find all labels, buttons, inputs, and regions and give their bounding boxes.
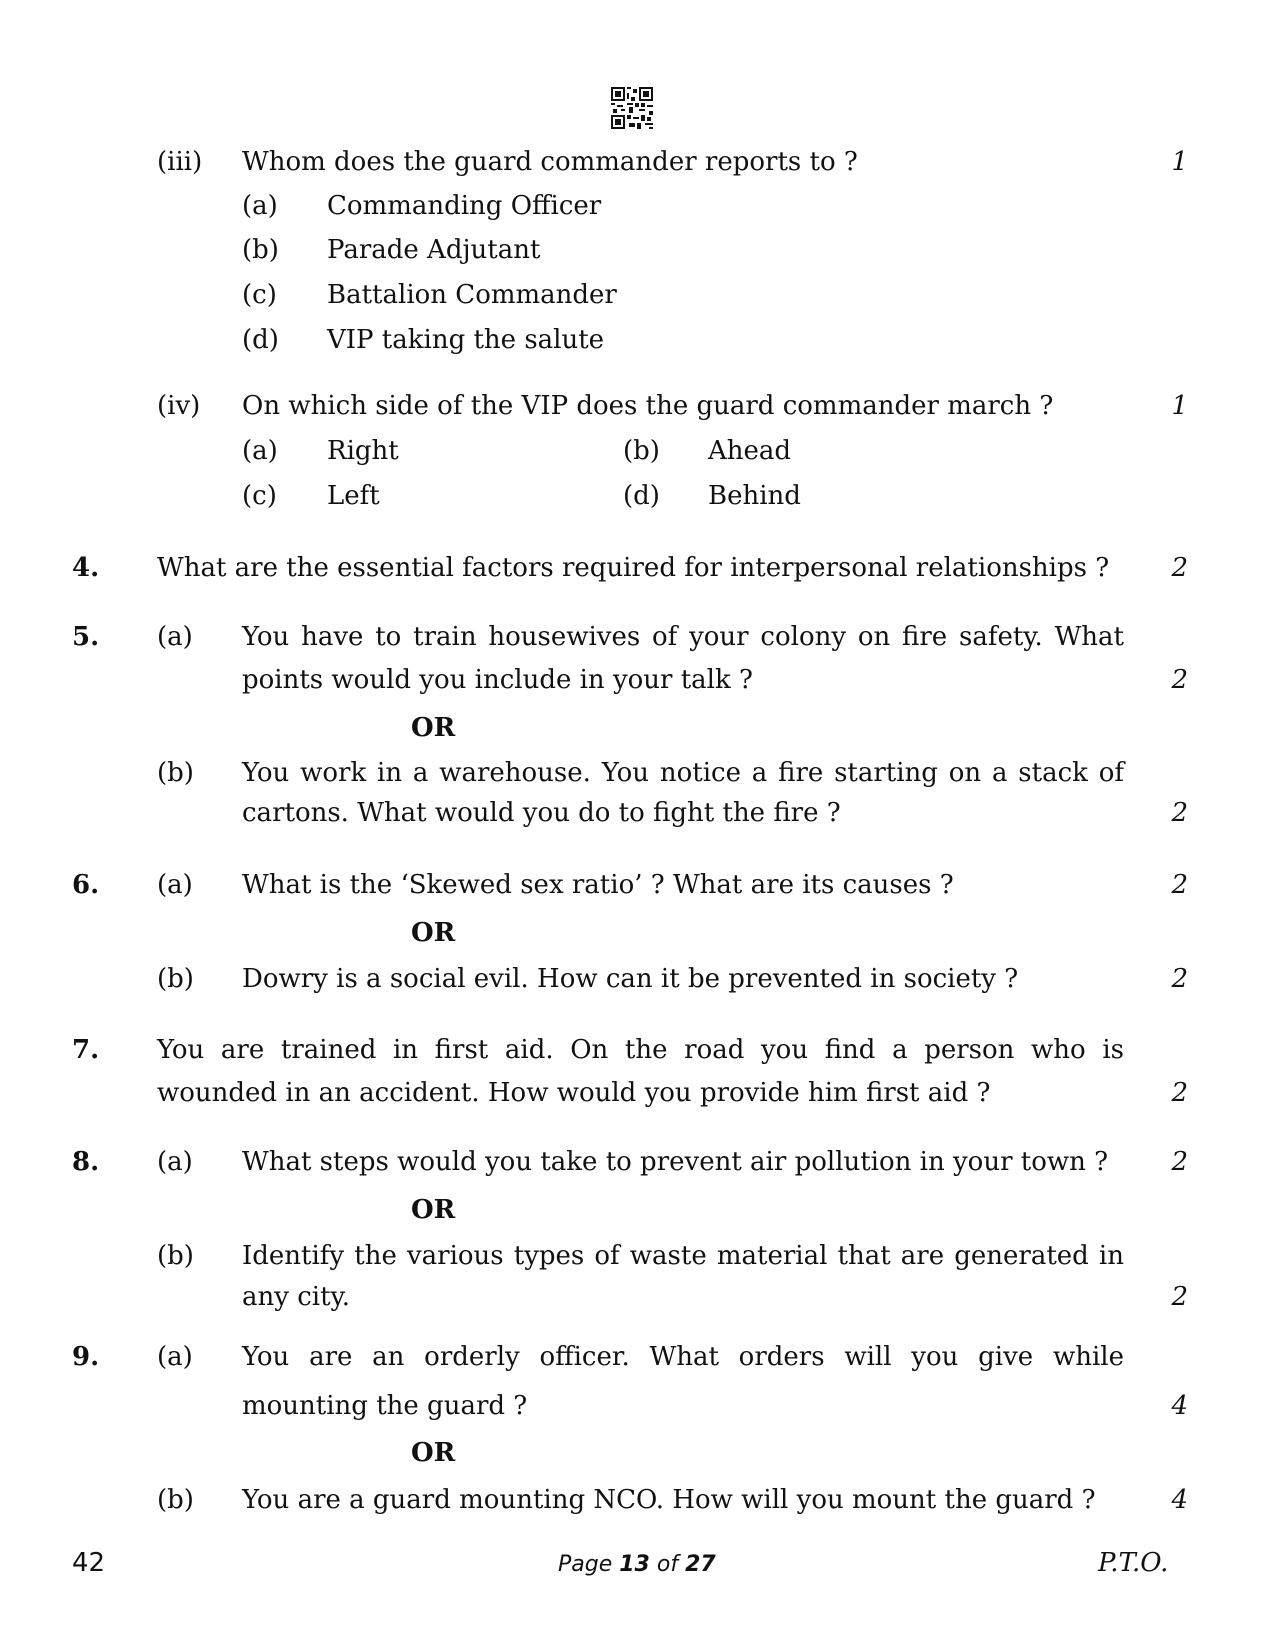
option-label: (d) — [623, 481, 660, 511]
marks: 2 — [1171, 1078, 1188, 1108]
marks: 2 — [1171, 964, 1188, 994]
page-of: of — [656, 1552, 679, 1577]
question-number: 4. — [72, 553, 100, 583]
option-text: Right — [327, 436, 399, 466]
question-text: You are a guard mounting NCO. How will you mount the guard ? — [242, 1485, 1096, 1515]
question-text: What steps would you take to prevent air pollution in your town ? — [242, 1147, 1109, 1177]
question-text: What are the essential factors required for interpersonal relationships ? — [157, 553, 1110, 583]
question-number: 5. — [72, 622, 100, 652]
marks: 1 — [1171, 147, 1188, 177]
question-text: Dowry is a social evil. How can it be prevented in society ? — [242, 964, 1019, 994]
option-text: Left — [327, 481, 380, 511]
question-text: Identify the various types of waste material that are generated in — [242, 1241, 1124, 1271]
option-label: (b) — [242, 235, 279, 265]
page-total: 27 — [685, 1552, 716, 1577]
option-text: VIP taking the salute — [327, 325, 605, 355]
question-text: any city. — [242, 1282, 351, 1312]
sub-question-label: (b) — [157, 1485, 194, 1515]
sub-question-label: (a) — [157, 622, 193, 652]
option-text: Parade Adjutant — [327, 235, 541, 265]
or-separator: OR — [411, 713, 456, 743]
question-number: 6. — [72, 870, 100, 900]
question-text: cartons. What would you do to fight the fire ? — [242, 798, 841, 828]
or-separator: OR — [411, 918, 456, 948]
question-text: points would you include in your talk ? — [242, 665, 753, 695]
marks: 2 — [1171, 798, 1188, 828]
question-number: 9. — [72, 1342, 100, 1372]
question-text: mounting the guard ? — [242, 1391, 528, 1421]
marks: 1 — [1171, 391, 1188, 421]
or-separator: OR — [411, 1438, 456, 1468]
sub-question-text: Whom does the guard commander reports to ? — [242, 147, 858, 177]
sub-question-text: On which side of the VIP does the guard commander march ? — [242, 391, 1054, 421]
option-label: (c) — [242, 280, 277, 310]
option-text: Behind — [708, 481, 801, 511]
marks: 4 — [1171, 1485, 1188, 1515]
question-text: You work in a warehouse. You notice a fire starting on a stack of — [242, 758, 1124, 788]
marks: 4 — [1171, 1391, 1188, 1421]
question-text: What is the ‘Skewed sex ratio’ ? What are its causes ? — [242, 870, 954, 900]
marks: 2 — [1171, 1282, 1188, 1312]
page-prefix: Page — [558, 1552, 613, 1577]
option-label: (c) — [242, 481, 277, 511]
option-text: Commanding Officer — [327, 191, 602, 221]
page-current: 13 — [619, 1552, 650, 1577]
sub-question-label: (a) — [157, 1147, 193, 1177]
option-label: (b) — [623, 436, 660, 466]
option-label: (a) — [242, 191, 278, 221]
question-text: You are an orderly officer. What orders will you give while — [242, 1342, 1124, 1372]
sub-question-label: (b) — [157, 758, 194, 788]
question-text: You are trained in first aid. On the road you find a person who is — [157, 1035, 1124, 1065]
qr-code-icon — [611, 87, 653, 129]
option-label: (d) — [242, 325, 279, 355]
option-text: Battalion Commander — [327, 280, 617, 310]
question-text: You have to train housewives of your colony on fire safety. What — [242, 622, 1124, 652]
pto-note: P.T.O. — [1098, 1548, 1169, 1578]
marks: 2 — [1171, 1147, 1188, 1177]
question-number: 8. — [72, 1147, 100, 1177]
sub-question-label: (a) — [157, 1342, 193, 1372]
marks: 2 — [1171, 665, 1188, 695]
sub-question-label: (b) — [157, 964, 194, 994]
sub-question-number: (iii) — [157, 147, 203, 177]
page-number — [558, 1549, 716, 1581]
question-number: 7. — [72, 1035, 100, 1065]
option-text: Ahead — [708, 436, 792, 466]
sub-question-label: (b) — [157, 1241, 194, 1271]
option-label: (a) — [242, 436, 278, 466]
question-text: wounded in an accident. How would you provide him first aid ? — [157, 1078, 991, 1108]
paper-code: 42 — [72, 1548, 106, 1578]
marks: 2 — [1171, 870, 1188, 900]
sub-question-label: (a) — [157, 870, 193, 900]
sub-question-number: (iv) — [157, 391, 201, 421]
or-separator: OR — [411, 1195, 456, 1225]
marks: 2 — [1171, 553, 1188, 583]
